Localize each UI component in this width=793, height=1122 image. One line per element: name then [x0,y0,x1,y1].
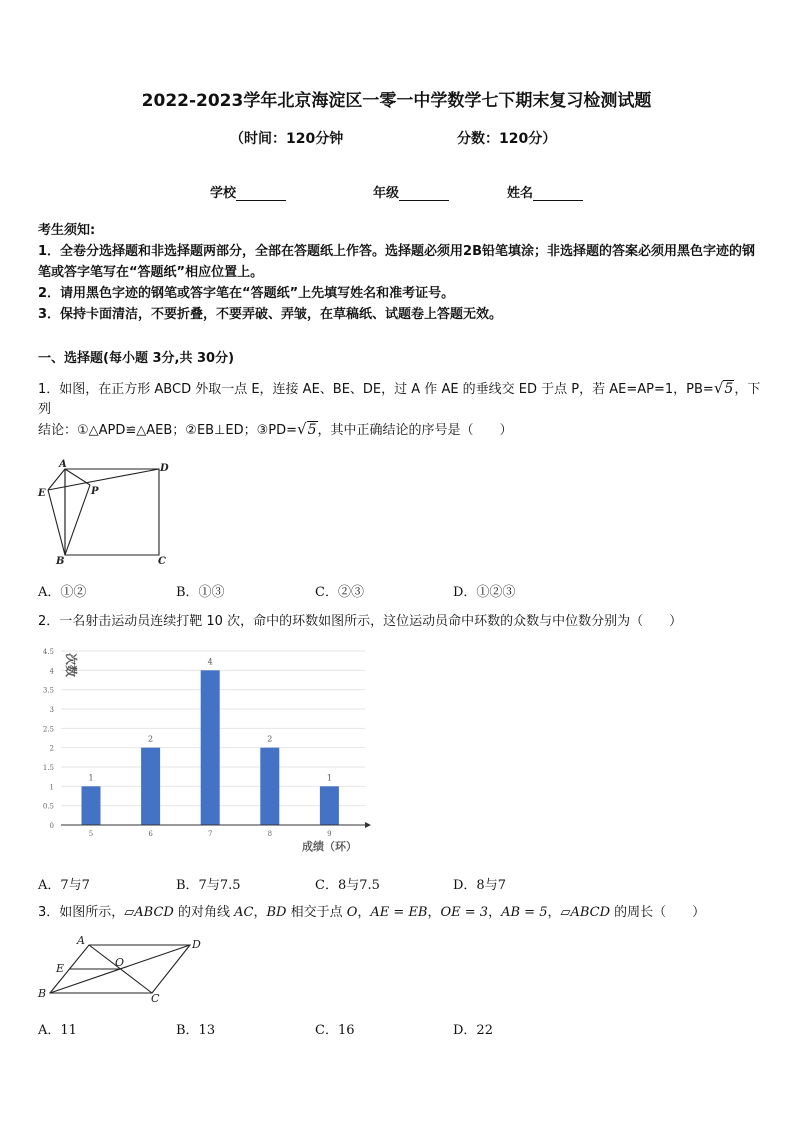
y-tick-label: 1 [49,783,54,792]
q1-option-d[interactable]: D．①②③ [453,585,516,600]
q3-ae-eb: AE = EB [370,905,428,920]
x-tick-label: 5 [88,830,94,838]
x-tick-label: 6 [148,830,153,838]
notice-block [38,220,758,325]
school-label: 学校 [210,186,237,201]
bar-data-label: 1 [326,773,332,783]
y-tick-label: 2 [49,744,54,753]
q2-text: 2．一名射击运动员连续打靶 10 次，命中的环数如图所示，这位运动员命中环数的众数与中位数分别为（ ） [38,614,683,629]
q3-text-c: 相交于点 [286,905,347,920]
q2-option-a[interactable]: A．7与7 [38,878,90,893]
label-a: A [77,935,85,947]
q3-figure [35,935,210,1005]
x-tick-label: 8 [267,830,273,838]
y-tick-label: 2.5 [42,725,54,734]
exam-score: 分数：120分） [457,131,557,147]
q1-option-a[interactable]: A．①② [38,585,87,600]
x-tick-label: 9 [327,830,332,838]
q3-option-d[interactable]: D．22 [453,1023,493,1038]
q1-sqrt: √5 [713,379,734,397]
q1-text-b: ，下列 [38,382,761,417]
y-tick-label: 0 [49,822,54,830]
name-label: 姓名 [507,186,534,201]
segment-ap [65,469,90,485]
notice-heading: 考生须知: [38,223,96,238]
school-field [210,182,286,201]
label-b: B [56,556,65,567]
q3-text [38,903,763,923]
y-tick-label: 0.5 [42,802,54,811]
y-tick-label: 3 [49,706,54,714]
chart-ylabel: 次数 [64,653,78,678]
q1-figure [35,458,175,568]
q1-option-b[interactable]: B．①③ [176,585,225,600]
notice-item-2: 2．请用黑色字迹的钢笔或答字笔在“答题纸”上先填写姓名和准考证号。 [38,286,455,301]
q1-text-c: 结论：①△APD≌△AEB；②EB⊥ED；③PD= [38,423,298,438]
q2-option-b[interactable]: B．7与7.5 [176,878,241,893]
q1-sqrt-2: √5 [297,420,317,438]
q3-abcd: ABCD [134,905,174,920]
bar [320,786,339,825]
exam-time: （时间：120分钟 [230,131,344,147]
bar [201,670,220,825]
q3-text-h: 的周长（ ） [610,905,706,920]
q3-oe: OE = 3 [440,905,489,920]
bar-data-label: 4 [207,657,213,667]
q3-text-b: 的对角线 [173,905,235,920]
grade-blank[interactable] [399,186,449,201]
y-tick-label: 4 [49,667,54,676]
x-tick-label: 7 [207,830,213,838]
q3-text-g: ，▱ [547,905,571,920]
q3-text-a: 3．如图所示，▱ [38,905,135,920]
chart-y-ticks [43,648,55,830]
q3-abcd-2: ABCD [570,905,611,920]
bar [141,748,160,825]
bar-data-label: 2 [148,734,154,744]
chart-x-ticks [89,830,332,838]
label-e: E [56,962,65,975]
notice-item-3: 3．保持卡面清洁，不要折叠，不要弄破、弄皱，在草稿纸、试题卷上答题无效。 [38,307,503,322]
q1-text-d: ，其中正确结论的序号是（ ） [317,423,513,438]
q1-text-a: 1．如图，在正方形 ABCD 外取一点 E，连接 AE、BE、DE，过 A 作 AE 的垂线交 ED 于点 P，若 AE=AP=1，PB= [38,382,714,397]
bar-data-label: 2 [267,734,273,744]
label-d: D [160,463,169,474]
chart-xlabel: 成绩（环） [302,840,357,853]
label-a: A [59,459,67,470]
label-o: O [115,956,125,969]
label-c: C [151,992,160,1005]
x-axis-arrow [365,822,371,828]
q2-option-c[interactable]: C．8与7.5 [315,878,380,893]
q1-radicand: 5 [724,381,734,397]
y-tick-label: 4.5 [42,648,54,656]
y-tick-label: 1.5 [42,764,54,772]
bar-data-label: 1 [88,773,94,783]
bar [260,748,279,825]
name-field [507,182,583,201]
school-blank[interactable] [236,186,286,201]
q1-line1 [38,378,763,420]
q1-option-c[interactable]: C．②③ [315,585,364,600]
q1-radicand-2: 5 [307,422,317,438]
square-abcd [65,469,159,555]
q3-option-b[interactable]: B．13 [176,1023,216,1038]
name-blank[interactable] [533,186,583,201]
notice-item-1: 1．全卷分选择题和非选择题两部分，全部在答题纸上作答。选择题必须用2B铅笔填涂；非选择题的答案必须用黑色字迹的钢笔或答字笔写在“答题纸”相应位置上。 [38,244,756,280]
q2-option-d[interactable]: D．8与7 [453,878,506,893]
q1-line2 [38,419,763,441]
page-title: 2022-2023学年北京海淀区一零一中学数学七下期末复习检测试题 [141,91,652,111]
q3-text-d: ， [357,905,371,920]
q3-bd: BD [266,905,287,920]
label-p: P [91,486,99,497]
q3-ac: AC [234,905,254,920]
label-d: D [192,938,201,951]
label-c: C [158,556,166,567]
q3-option-c[interactable]: C．16 [315,1023,355,1038]
segment-be [48,490,65,555]
q3-text-f: ， [488,905,502,920]
q3-option-a[interactable]: A．11 [38,1023,77,1038]
grade-field [373,182,449,201]
q3-comma: ， [253,905,267,920]
q3-text-e: ， [427,905,441,920]
bar [82,786,101,825]
q2-bar-chart [35,643,375,858]
section-title: 一、选择题(每小题 3分,共 30分) [38,351,235,366]
label-b: B [38,987,47,1000]
y-tick-label: 3.5 [42,686,54,695]
q3-ab: AB = 5 [501,905,548,920]
grade-label: 年级 [373,186,400,201]
q3-o: O [346,905,358,920]
label-e: E [38,488,46,499]
segment-pb [65,485,90,555]
